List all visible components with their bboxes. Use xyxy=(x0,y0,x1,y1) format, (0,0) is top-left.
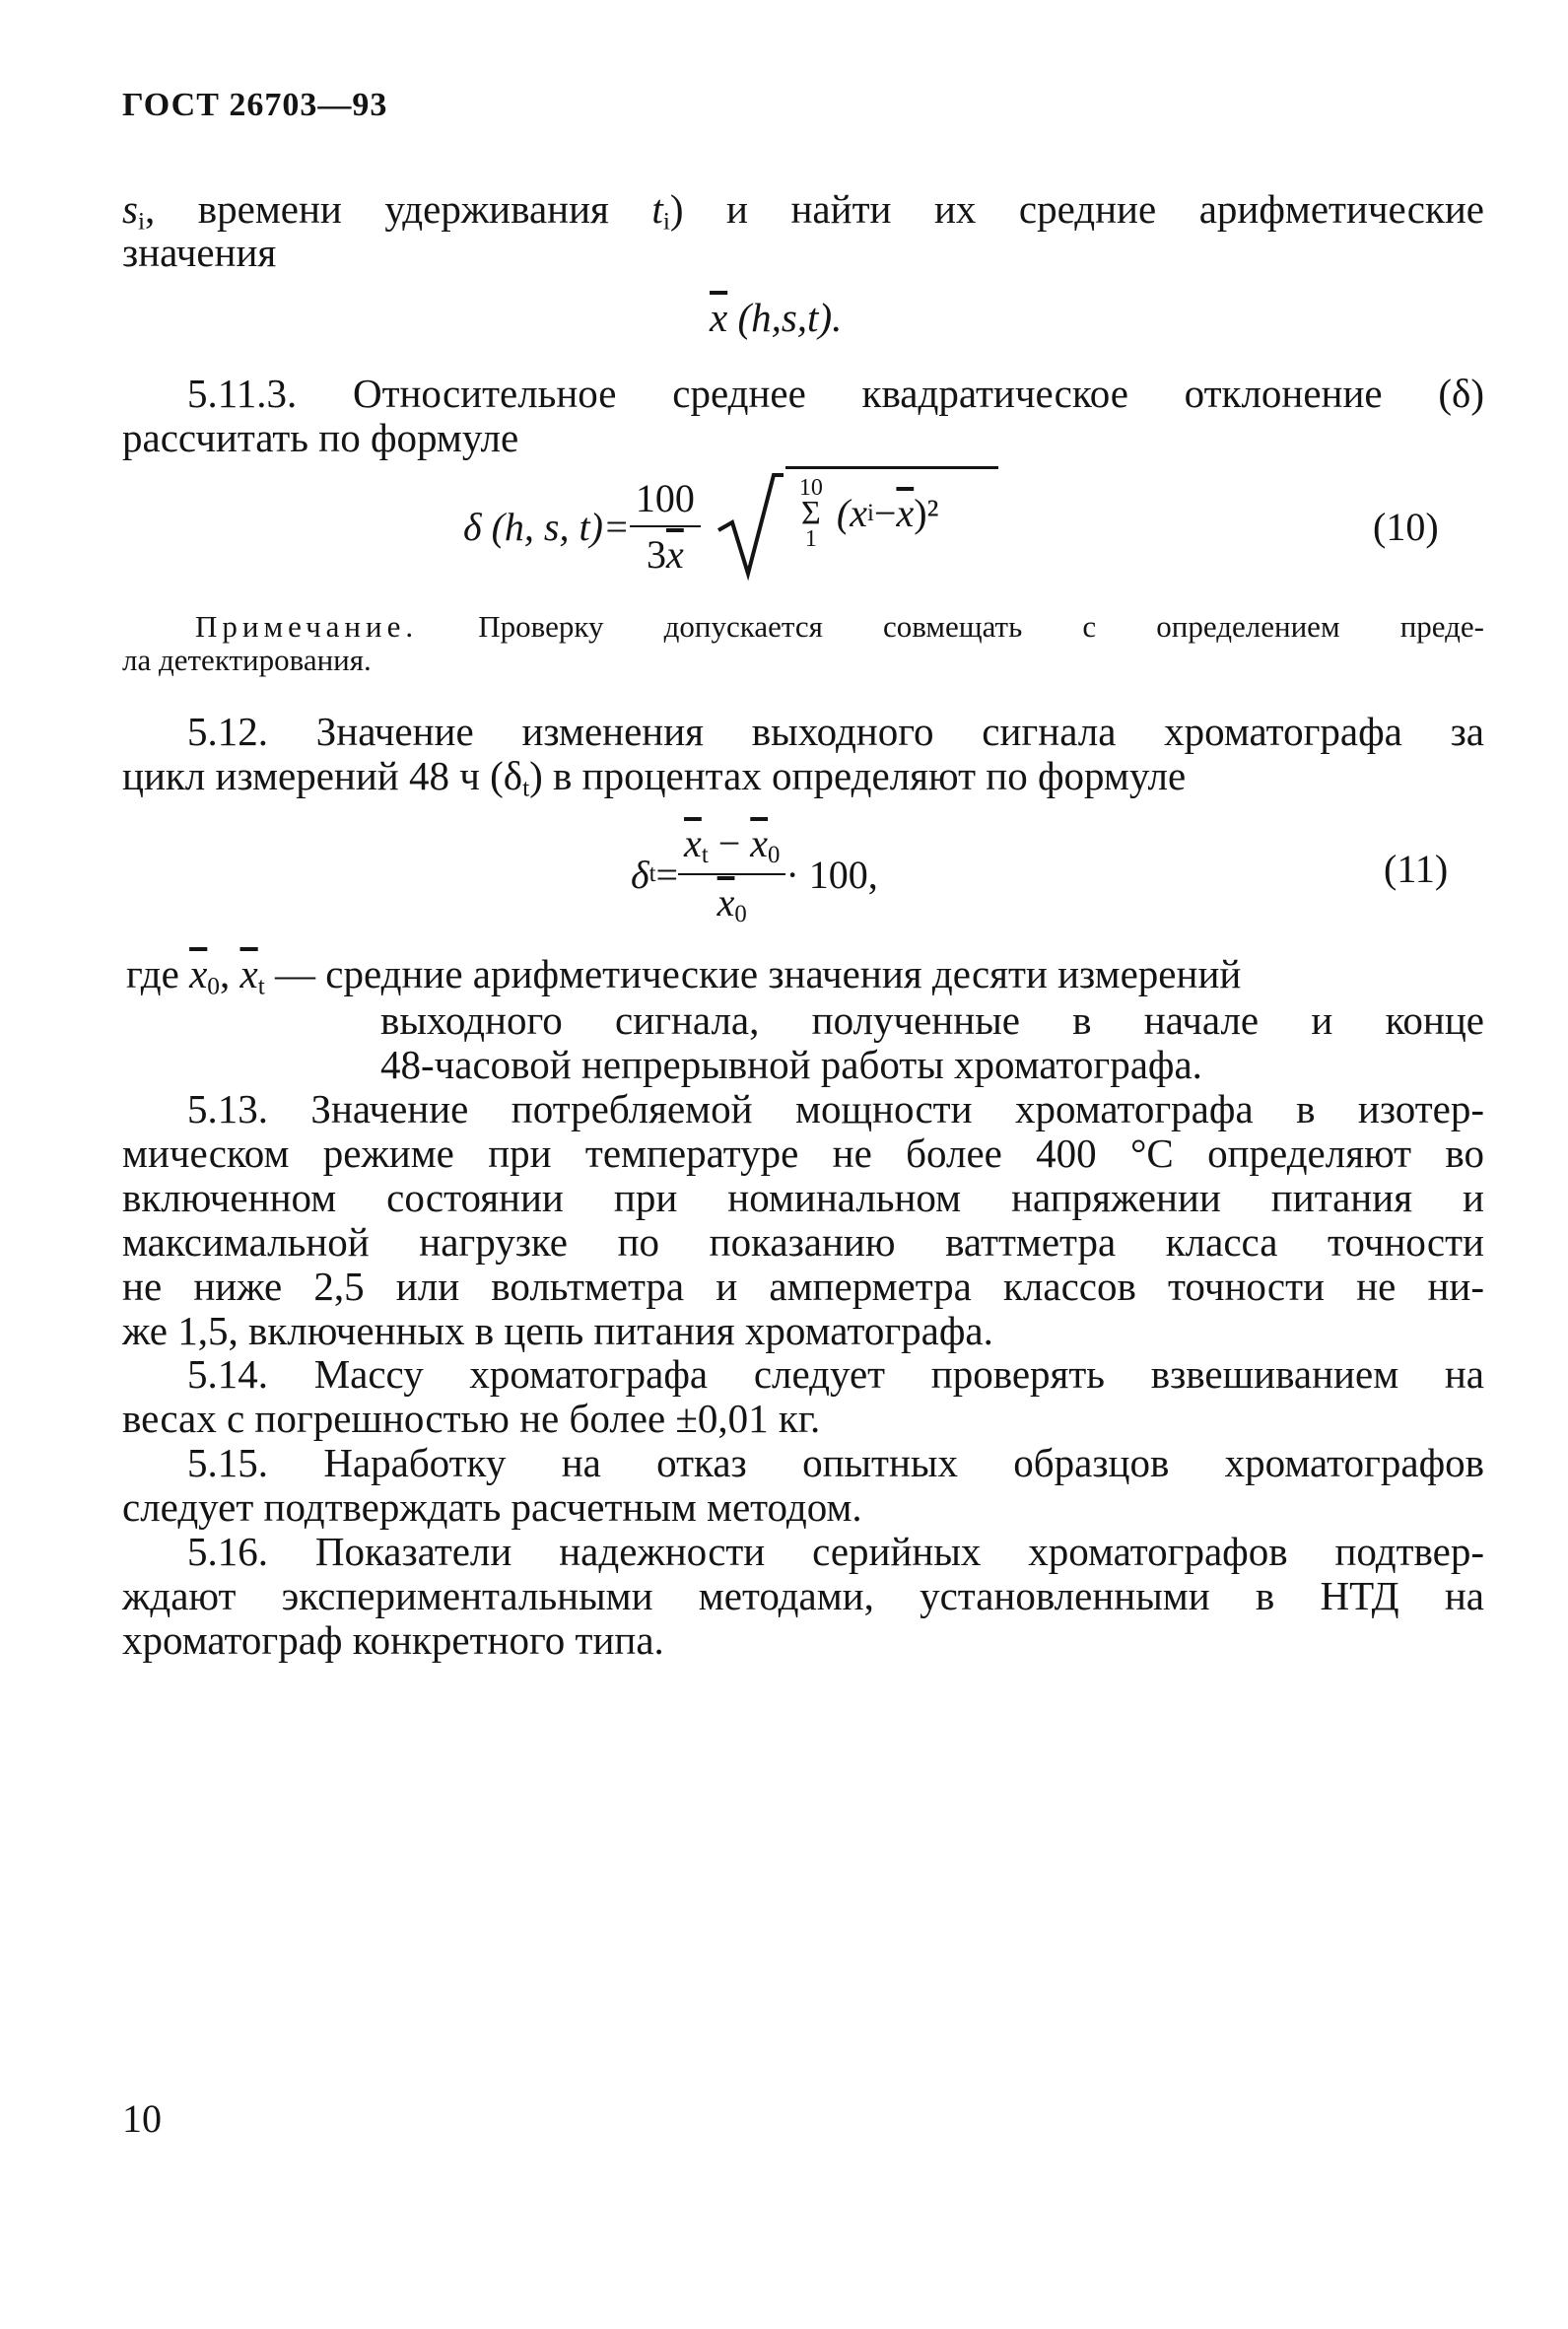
s5-13-line-5: не ниже 2,5 или вольтметра и амперметра классов точности не ни- xyxy=(122,1264,1484,1309)
sqrt-icon xyxy=(715,471,785,582)
formula-11-lhs-sub: t xyxy=(648,860,656,888)
s5-12-line-2-end: ) в процентах определяют по формуле xyxy=(529,753,1187,798)
formula-11-num-x2: $\overline{x}$ xyxy=(750,821,769,865)
mean-args: (h,s,t). xyxy=(727,295,843,340)
intro-text-b: ) и найти их средние арифметические xyxy=(669,186,1484,232)
note-line-1 xyxy=(195,610,1484,644)
where-comma: , xyxy=(220,951,240,996)
where-xt: $\overline{x}$ xyxy=(239,951,258,996)
where-definition: — средние арифметические значения десяти измерений xyxy=(264,951,1242,996)
formula-11-fraction xyxy=(678,820,785,928)
formula-11-equals: = xyxy=(655,852,679,897)
s5-14-line-1: 5.14. Массу хроматографа следует проверять взвешиванием на xyxy=(187,1351,1484,1397)
s5-15-line-1: 5.15. Наработку на отказ опытных образцов хроматографов xyxy=(187,1440,1484,1485)
formula-10-numerator: 100 xyxy=(630,475,701,527)
formula-11-num-minus: − xyxy=(708,821,751,865)
formula-11-number: (11) xyxy=(1384,847,1449,891)
mean-x: $\overline{x}$ xyxy=(710,295,728,340)
s5-11-3-line-1: 5.11.3. Относительное среднее квадратическое отклонение (δ) xyxy=(187,371,1484,416)
formula-11-tail: · 100, xyxy=(785,852,878,897)
page-number: 10 xyxy=(122,2096,162,2141)
s5-12-line-1: 5.12. Значение изменения выходного сигнала хроматографа за xyxy=(187,709,1484,754)
formula-10-close: )² xyxy=(914,491,939,535)
mean-expression xyxy=(710,296,842,339)
formula-11-den-x-sub: 0 xyxy=(734,901,747,928)
s5-13-line-3: включенном состоянии при номинальном напряжении питания и xyxy=(122,1175,1484,1220)
sum-sign: Σ xyxy=(801,494,821,531)
s5-12-line-2-text: цикл измерений 48 ч (δ xyxy=(122,753,523,798)
note-text-1: Проверку допускается совмещать с определением преде- xyxy=(478,609,1485,644)
s5-13-line-6: же 1,5, включенных в цепь питания хроматографа. xyxy=(122,1308,993,1353)
s5-16-line-2: ждают экспериментальными методами, установленными в НТД на xyxy=(122,1573,1484,1618)
note-label: Примечание. xyxy=(195,609,419,644)
s5-14-line-2: весах с погрешностью не более ±0,01 кг. xyxy=(122,1396,821,1441)
var-t-sub: i xyxy=(662,207,670,236)
formula-10-fraction xyxy=(630,475,701,578)
formula-10-radicand xyxy=(785,466,998,550)
formula-10-den-x: $\overline{x}$ xyxy=(666,532,684,577)
formula-10-lhs: δ (h, s, t)= xyxy=(463,504,630,549)
sum-upper-limit: 10 xyxy=(798,474,823,501)
document-header: ГОСТ 26703—93 xyxy=(122,87,388,123)
var-s-sub: i xyxy=(137,207,146,236)
formula-11-denominator xyxy=(712,875,753,928)
formula-10-denominator xyxy=(641,527,690,578)
s5-16-line-1: 5.16. Показатели надежности серийных хроматографов подтвер- xyxy=(187,1529,1484,1574)
formula-11 xyxy=(631,820,878,928)
formula-10-mean: $\overline{x}$ xyxy=(896,491,915,535)
formula-11-num-x1-sub: t xyxy=(701,842,709,869)
s5-15-line-2: следует подтверждать расчетным методом. xyxy=(122,1484,862,1530)
formula-10-sum xyxy=(798,474,823,552)
intro-text-a: , времени удерживания xyxy=(145,186,652,232)
var-t: t xyxy=(651,186,663,232)
formula-11-numerator xyxy=(678,820,785,875)
s5-13-line-2: мическом режиме при температуре не более 400 °С определяют во xyxy=(122,1130,1484,1176)
where-line-2: выходного сигнала, полученные в начале и конце xyxy=(380,997,1484,1043)
where-x0: $\overline{x}$ xyxy=(189,951,208,996)
formula-11-num-x1: $\overline{x}$ xyxy=(684,821,702,865)
formula-10-number: (10) xyxy=(1373,505,1439,549)
sum-lower-limit: 1 xyxy=(804,525,817,552)
formula-11-den-x: $\overline{x}$ xyxy=(716,880,735,925)
var-s: s xyxy=(122,186,138,232)
intro-line-2: значения xyxy=(122,230,277,275)
formula-11-lhs: δ xyxy=(631,852,649,897)
formula-10-sub: i xyxy=(866,499,874,526)
where-x0-sub: 0 xyxy=(207,972,220,1000)
where-line-3: 48-часовой непрерывной работы хроматографа. xyxy=(380,1042,1202,1087)
formula-10 xyxy=(463,471,998,582)
s5-13-line-1: 5.13. Значение потребляемой мощности хроматографа в изотер- xyxy=(187,1086,1484,1131)
note-line-2: ла детектирования. xyxy=(122,643,372,677)
where-xt-sub: t xyxy=(257,972,265,1000)
s5-11-3-line-2: рассчитать по формуле xyxy=(122,415,519,460)
s5-12-line-2-sub: t xyxy=(522,774,530,802)
where-prefix: где xyxy=(126,951,190,996)
formula-10-den-coef: 3 xyxy=(647,532,667,577)
formula-10-minus: − xyxy=(873,491,897,535)
s5-16-line-3: хроматограф конкретного типа. xyxy=(122,1617,664,1663)
formula-10-open: (x xyxy=(836,491,867,535)
formula-11-num-x2-sub: 0 xyxy=(768,842,781,869)
s5-13-line-4: максимальной нагрузке по показанию ваттметра класса точности xyxy=(122,1219,1484,1265)
intro-line-1 xyxy=(122,187,1484,242)
s5-12-line-2 xyxy=(122,754,1186,809)
